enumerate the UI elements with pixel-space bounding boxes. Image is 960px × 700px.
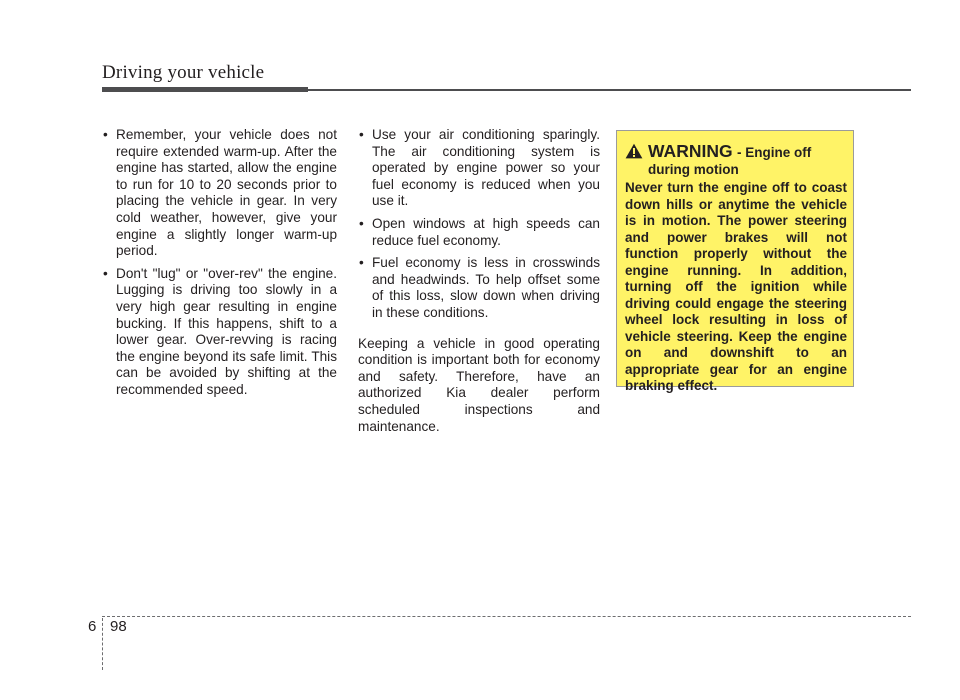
- middle-column: [358, 127, 600, 435]
- page-header-title: Driving your vehicle: [102, 62, 265, 83]
- warning-subtitle: - Engine off: [737, 145, 812, 160]
- bullet-icon: •: [359, 127, 364, 142]
- warning-body: Never turn the engine off to coast down hills or anytime the vehicle is in motion. The power steering and power brakes will not function properly without the engine running. In addition, turning off the ignition while driving could engage the steering wheel lock resulting in loss of vehicle steering. Keep the engine on and downshift to an appropriate gear for an engine braking effect.: [625, 180, 847, 393]
- warning-triangle-icon: [625, 143, 643, 159]
- header-rule: [308, 89, 911, 91]
- list-item: [358, 127, 600, 210]
- list-item-text: Fuel economy is less in crosswinds and headwinds. To help offset some of this loss, slow down when driving in these conditions.: [372, 255, 600, 320]
- warning-box: [616, 130, 854, 393]
- page-number: 98: [110, 618, 127, 635]
- left-column: [102, 127, 337, 405]
- bullet-icon: •: [359, 255, 364, 271]
- list-item: [358, 216, 600, 249]
- bullet-icon: •: [103, 127, 108, 142]
- list-item-text: Open windows at high speeds can reduce fuel economy.: [372, 215, 600, 248]
- spacer: [358, 328, 600, 336]
- list-item-text: Remember, your vehicle does not require extended warm-up. After the engine has started, allow the engine to run for 10 to 20 seconds prior to placing the vehicle in gear. In very cold weather, however, give your engine a slightly longer warm-up period.: [116, 127, 337, 259]
- header-bar: [102, 87, 308, 92]
- chapter-number: 6: [88, 618, 97, 635]
- footer-rule: [102, 616, 911, 617]
- footer-divider: [102, 618, 103, 670]
- warning-subtitle: during motion: [648, 162, 739, 177]
- bullet-icon: •: [359, 215, 364, 231]
- list-item: [102, 266, 337, 399]
- body-paragraph: Keeping a vehicle in good operating condition is important both for economy and safety. Therefore, have an authorized Kia dealer perform scheduled inspections and maintenance.: [358, 335, 600, 434]
- list-item-text: Don't "lug" or "over-rev" the engine. Lugging is driving too slowly in a very high gear resulting in engine bucking. If this happens, shift to a lower gear. Over-revving is racing the engine beyond its safe limit. This can be avoided by shifting at the recommended speed.: [116, 265, 337, 397]
- warning-label: WARNING: [648, 141, 733, 161]
- bullet-icon: •: [103, 265, 108, 281]
- list-item: [358, 255, 600, 321]
- list-item-text: Use your air conditioning sparingly. The air conditioning system is operated by engine power so your fuel economy is reduced when you use it.: [372, 127, 600, 209]
- list-item: [102, 127, 337, 260]
